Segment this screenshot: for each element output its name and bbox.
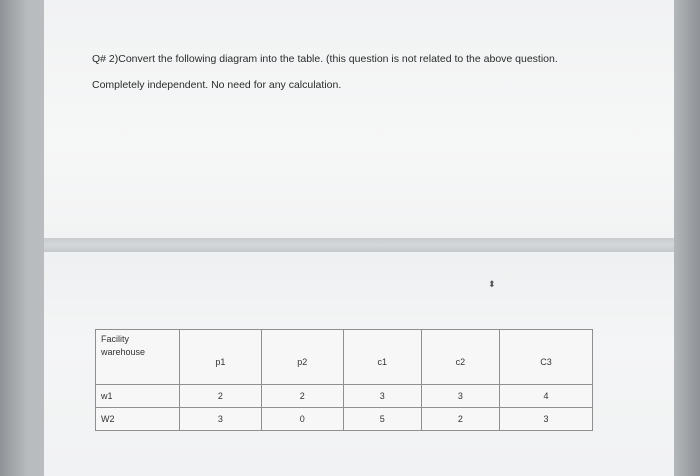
- table-row: [96, 408, 593, 431]
- corner-label-warehouse: warehouse: [101, 347, 146, 357]
- page-separator: [44, 238, 674, 252]
- table-cell: 3: [499, 408, 592, 431]
- corner-label-facility: Facility: [101, 334, 130, 344]
- question-text: [92, 46, 652, 98]
- column-header-p2: p2: [261, 330, 343, 385]
- mouse-cursor-icon: ⬍: [488, 279, 496, 289]
- row-label-w1: w1: [96, 385, 180, 408]
- facility-warehouse-table: [95, 329, 593, 431]
- table-cell: 4: [499, 385, 592, 408]
- question-line-1: Q# 2)Convert the following diagram into the table. (this question is not related to the above question.: [92, 53, 558, 65]
- table-cell: 3: [421, 385, 499, 408]
- column-header-p1: p1: [180, 330, 262, 385]
- column-header-c2: c2: [421, 330, 499, 385]
- table-cell: 0: [261, 408, 343, 431]
- column-header-c3: C3: [499, 330, 592, 385]
- table-cell: 2: [180, 385, 262, 408]
- table-row: [96, 385, 593, 408]
- table-cell: 3: [180, 408, 262, 431]
- table-header-row: [96, 330, 593, 385]
- row-label-w2: W2: [96, 408, 180, 431]
- table-cell: 5: [343, 408, 421, 431]
- table-cell: 3: [343, 385, 421, 408]
- table-cell: 2: [261, 385, 343, 408]
- table-cell: 2: [421, 408, 499, 431]
- table-corner-cell: [96, 330, 180, 385]
- question-line-2: Completely independent. No need for any calculation.: [92, 79, 342, 91]
- column-header-c1: c1: [343, 330, 421, 385]
- question-page: [44, 0, 674, 238]
